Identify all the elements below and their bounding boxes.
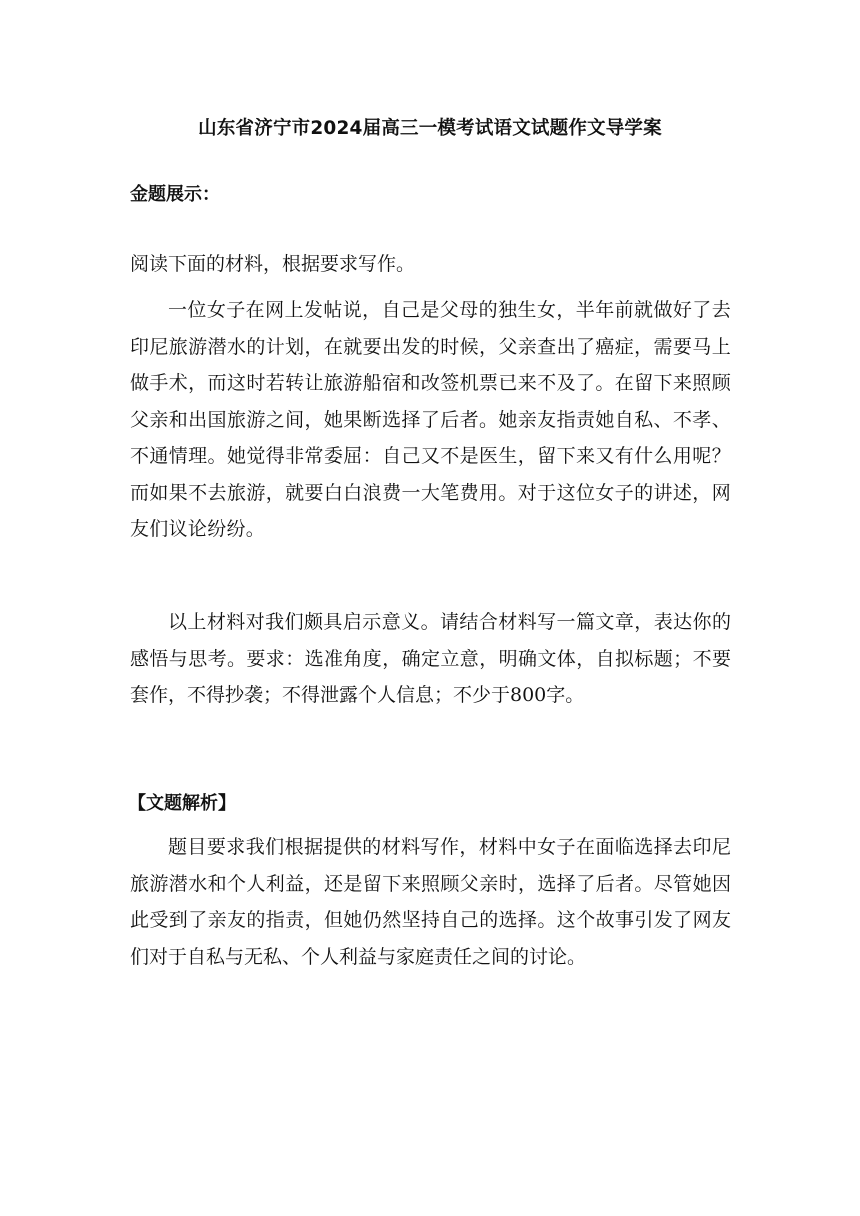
analysis-heading: 【文题解析】 (128, 793, 236, 814)
writing-instruction: 阅读下面的材料，根据要求写作。 (130, 253, 416, 275)
document-title: 山东省济宁市2024届高三一模考试语文试题作文导学案 (198, 118, 662, 139)
analysis-paragraph: 题目要求我们根据提供的材料写作，材料中女子在面临选择去印尼旅游潜水和个人利益，还是留下来照顾父亲时，选择了后者。尽管她因此受到了亲友的指责，但她仍然坚持自己的选择。这个故事引发了网友们对于自私与无私、个人利益与家庭责任之间的讨论。 (130, 836, 731, 968)
material-paragraph: 一位女子在网上发帖说，自己是父母的独生女，半年前就做好了去印尼旅游潜水的计划，在就要出发的时候，父亲查出了癌症，需要马上做手术，而这时若转让旅游船宿和改签机票已来不及了。在留下来照顾父亲和出国旅游之间，她果断选择了后者。她亲友指责她自私、不孝、不通情理。她觉得非常委屈：自己又不是医生，留下来又有什么用呢？而如果不去旅游，就要白白浪费一大笔费用。对于这位女子的讲述，网友们议论纷纷。 (130, 299, 731, 540)
requirement-paragraph: 以上材料对我们颇具启示意义。请结合材料写一篇文章，表达你的感悟与思考。要求：选准角度，确定立意，明确文体，自拟标题；不要套作，不得抄袭；不得泄露个人信息；不少于800字。 (130, 611, 731, 706)
problem-section-label: 金题展示： (130, 184, 220, 205)
